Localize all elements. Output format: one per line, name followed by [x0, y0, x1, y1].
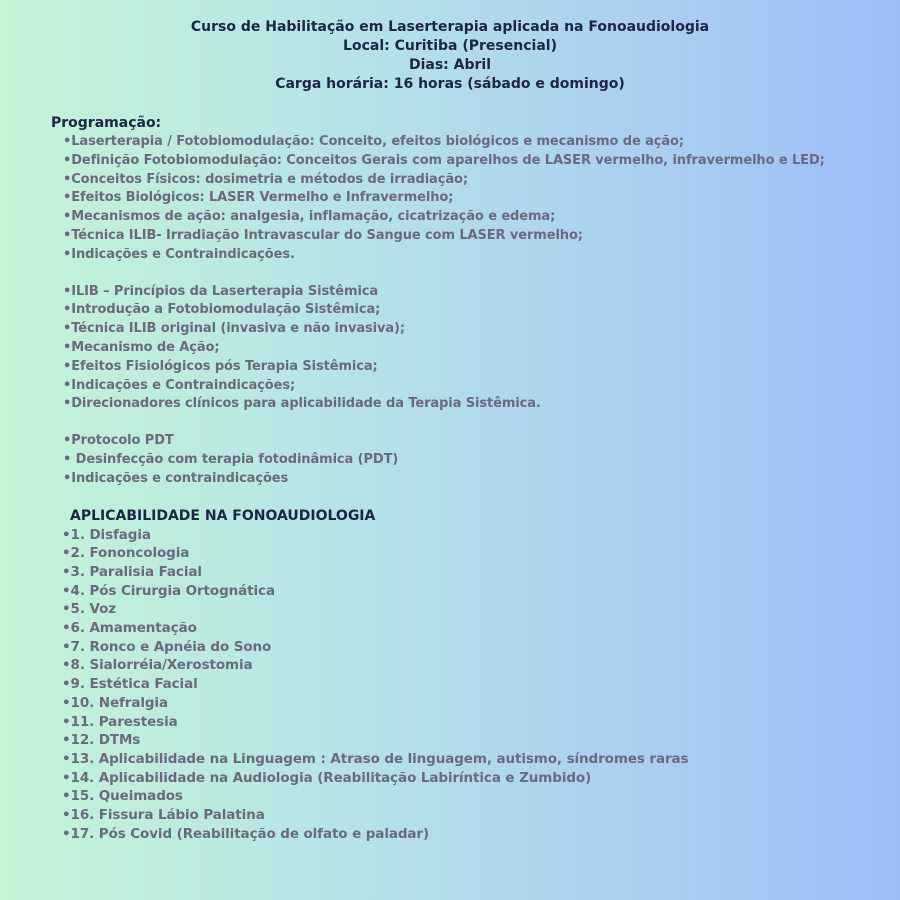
pdt-topics-list	[51, 432, 881, 488]
list-item: • 2. Fononcologia	[62, 544, 881, 563]
list-item: • Mecanismo de Ação;	[63, 339, 881, 358]
list-item: • 6. Amamentação	[62, 619, 881, 638]
list-item: • Indicações e Contraindicações.	[63, 246, 881, 265]
list-item: • Desinfecção com terapia fotodinâmica (PDT)	[63, 451, 881, 470]
spacer	[51, 489, 881, 507]
list-item: • Efeitos Biológicos: LASER Vermelho e Infravermelho;	[63, 189, 881, 208]
list-item: • Indicações e contraindicações	[63, 470, 881, 489]
list-item: • 11. Parestesia	[62, 713, 881, 732]
list-item: • 5. Voz	[62, 600, 881, 619]
list-item: • 1. Disfagia	[62, 526, 881, 545]
list-item: • Indicações e Contraindicações;	[63, 377, 881, 396]
list-item: • 8. Sialorréia/Xerostomia	[62, 656, 881, 675]
list-item: • 17. Pós Covid (Reabilitação de olfato e paladar)	[62, 825, 881, 844]
list-item: • 3. Paralisia Facial	[62, 563, 881, 582]
list-item: • 13. Aplicabilidade na Linguagem : Atraso de linguagem, autismo, síndromes raras	[62, 750, 881, 769]
laserterapia-topics-list	[51, 133, 881, 265]
list-item: • Protocolo PDT	[63, 432, 881, 451]
list-item: • Direcionadores clínicos para aplicabilidade da Terapia Sistêmica.	[63, 395, 881, 414]
ilib-topics-list	[51, 283, 881, 415]
applications-list	[51, 526, 881, 844]
list-item: • 14. Aplicabilidade na Audiologia (Reabilitação Labiríntica e Zumbido)	[62, 769, 881, 788]
list-item: • Introdução a Fotobiomodulação Sistêmica;	[63, 301, 881, 320]
list-item: • ILIB – Princípios da Laserterapia Sistêmica	[63, 283, 881, 302]
list-item: • 15. Queimados	[62, 787, 881, 806]
list-item: • 16. Fissura Lábio Palatina	[62, 806, 881, 825]
spacer	[51, 265, 881, 283]
list-item: • 10. Nefralgia	[62, 694, 881, 713]
course-workload: Carga horária: 16 horas (sábado e domingo)	[275, 76, 625, 92]
program-heading: Programação:	[51, 115, 162, 131]
applications-heading: APLICABILIDADE NA FONOAUDIOLOGIA	[70, 507, 376, 524]
list-item: • Mecanismos de ação: analgesia, inflamação, cicatrização e edema;	[63, 208, 881, 227]
list-item: • Conceitos Físicos: dosimetria e métodos de irradiação;	[63, 171, 881, 190]
list-item: • Técnica ILIB original (invasiva e não invasiva);	[63, 320, 881, 339]
list-item: • 9. Estética Facial	[62, 675, 881, 694]
course-title: Curso de Habilitação em Laserterapia aplicada na Fonoaudiologia	[190, 19, 710, 35]
list-item: • 4. Pós Cirurgia Ortognática	[62, 582, 881, 601]
spacer	[51, 414, 881, 432]
program-section	[51, 114, 881, 844]
course-dates: Dias: Abril	[408, 57, 492, 73]
list-item: • Laserterapia / Fotobiomodulação: Conceito, efeitos biológicos e mecanismo de ação;	[63, 133, 881, 152]
list-item: • 12. DTMs	[62, 731, 881, 750]
list-item: • Definição Fotobiomodulação: Conceitos Gerais com aparelhos de LASER vermelho, infravermelho e LED;	[63, 152, 881, 171]
list-item: • Técnica ILIB- Irradiação Intravascular do Sangue com LASER vermelho;	[63, 227, 881, 246]
list-item: • 7. Ronco e Apnéia do Sono	[62, 638, 881, 657]
course-header	[0, 18, 900, 94]
list-item: • Efeitos Fisiológicos pós Terapia Sistêmica;	[63, 358, 881, 377]
course-location: Local: Curitiba (Presencial)	[343, 38, 557, 54]
